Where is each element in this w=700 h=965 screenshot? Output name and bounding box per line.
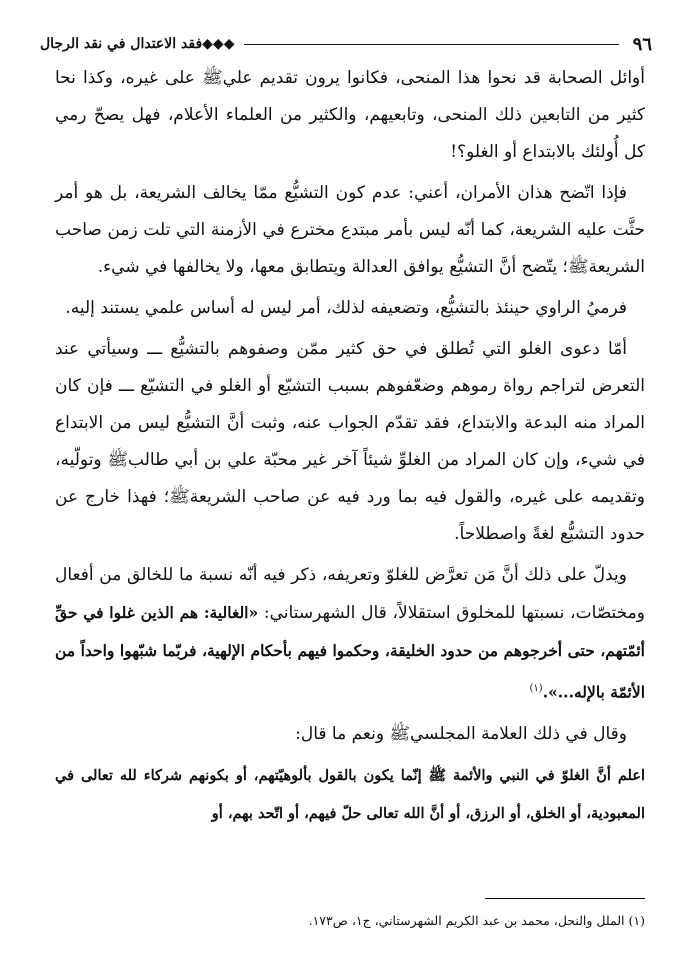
paragraph-5-text: ويدلّ على ذلك أنَّ مَن تعرَّض للغلوّ وتعريفه، ذكر فيه أنّه نسبة ما للخالق من أفعال ومختصّات، نسبتها للمخلوق استقلالاً، قال الشهرستاني:: [55, 565, 645, 623]
running-title-text: فقد الاعتدال في نقد الرجال: [40, 36, 203, 52]
paragraph-3: فرميُ الراوي حينئذ بالتشيُّع، وتضعيفه لذلك، أمر ليس له أساس علمي يستند إليه.: [65, 298, 627, 318]
paragraph-2: فإذا اتّضح هذان الأمران، أعني: عدم كون التشيُّع ممّا يخالف الشريعة، بل هو أمر حثَّت عليه الشريعة، كما أنّه ليس بأمر مبتدع مخترع في الأزمنة التي تلت زمن صاحب الشريعةﷺ؛ يتّضح أنَّ التشيُّع يوافق العدالة ويتطابق معها، ولا يخالفها في شيء.: [55, 183, 645, 277]
paragraph-4: أمّا دعوى الغلو التي تُطلق في حق كثير ممّن وصفوهم بالتشيُّع ـــ وسيأتي عند التعرض لتراجم رواة رموهم وضعّفوهم بسبب التشيّع أو الغلو في التشيّع ـــ فإن كان المراد منه البدعة والابتداع، فقد تقدّم الجواب عنه، وثبت أنَّ التشيُّع ليس من الابتداع في شيء، وإن كان المراد من الغلوِّ شيئاً آخر غير محبّة علي بن أبي طالبﷺ وتولّيه، وتقديمه على غيره، والقول فيه بما ورد فيه عن صاحب الشريعةﷺ؛ فهذا خارج عن حدود التشيُّع لغةً واصطلاحاً.: [55, 339, 645, 544]
running-title: [40, 36, 234, 52]
body-text: [55, 60, 645, 837]
shahrastani-quote: «الغالية: هم الذين غلوا في حقِّ أئمّتهم، حتى أخرجوهم من حدود الخليقة، وحكموا فيهم بأحكام الإلهية، فربّما شبّهوا واحداً من الأئمّة بالإله...».: [55, 603, 645, 702]
footnote: (١) الملل والنحل، محمد بن عبد الكريم الشهرستاني، ج١، ص١٧٣.: [308, 913, 645, 928]
footnote-rule: [485, 898, 645, 899]
paragraph-5: [55, 557, 645, 712]
majlisi-quote: اعلم أنَّ الغلوّ في النبي والأئمة ﷺ إنّما يكون بالقول بألوهيّتهم، أو بكونهم شركاء لله تعالى في المعبودية، أو الخلق، أو الرزق، أو أنَّ الله تعالى حلّ فيهم، أو اتّحد بهم، أو: [55, 766, 645, 822]
page-number: ٩٦: [632, 33, 652, 55]
page-header: [40, 32, 652, 56]
paragraph-1: أوائل الصحابة قد نحوا هذا المنحى، فكانوا يرون تقديم عليﷺ على غيره، وكذا نحا كثير من التابعين ذلك المنحى، وتابعيهم، والكثير من العلماء الأعلام، فهل يصحّ رمي كل أُولئك بالابتداع أو الغلو؟!: [55, 68, 645, 162]
header-rule: [244, 44, 618, 45]
paragraph-6: وقال في ذلك العلامة المجلسيﷺ ونعم ما قال:: [295, 723, 627, 744]
ornament-icon: ◆◆◆: [202, 36, 235, 52]
footnote-ref: (١): [529, 683, 543, 694]
